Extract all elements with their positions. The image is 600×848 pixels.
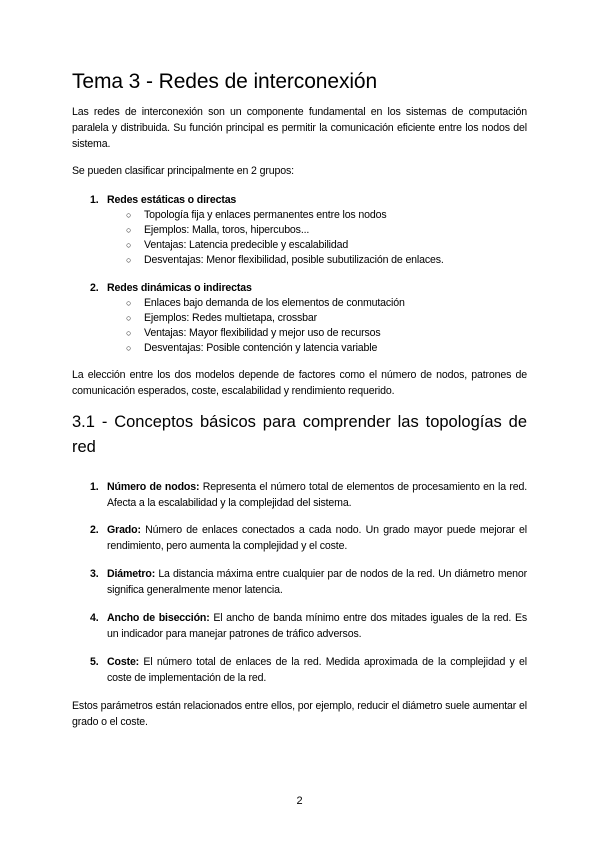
concept-item-5 — [90, 654, 527, 686]
hollow-circle-bullet-icon: ○ — [126, 313, 132, 323]
hollow-circle-bullet-icon: ○ — [126, 225, 132, 235]
group-2-item-1-text: Enlaces bajo demanda de los elementos de conmutación — [144, 297, 405, 309]
choice-paragraph: La elección entre los dos modelos depende de factores como el número de nodos, patrones de comunicación esperados, coste, escalabilidad y rendimiento requerido. — [72, 369, 527, 397]
hollow-circle-bullet-icon: ○ — [126, 328, 132, 338]
group-2-label: Redes dinámicas o indirectas — [107, 282, 252, 294]
concept-2-term: Grado: — [107, 524, 141, 536]
page-title: Tema 3 - Redes de interconexión — [72, 70, 378, 93]
group-2-number: 2. — [90, 282, 99, 294]
concept-item-3 — [90, 566, 527, 598]
concept-1-number: 1. — [90, 481, 99, 493]
document-page — [72, 0, 527, 848]
concept-item-4 — [90, 610, 527, 642]
group-2-item-3 — [126, 325, 381, 341]
page-number: 2 — [296, 795, 303, 807]
concept-3-term: Diámetro: — [107, 568, 156, 580]
group-2-item-2 — [126, 310, 317, 326]
concept-4-number: 4. — [90, 612, 99, 624]
hollow-circle-bullet-icon: ○ — [126, 210, 132, 220]
hollow-circle-bullet-icon: ○ — [126, 255, 132, 265]
concept-2-text: Número de enlaces conectados a cada nodo. Un grado mayor puede mejorar el rendimiento, pero aumenta la complejidad y el coste. — [107, 524, 528, 552]
group-1-item-4-text: Desventajas: Menor flexibilidad, posible subutilización de enlaces. — [144, 254, 444, 266]
group-2-item-1 — [126, 295, 405, 311]
group-1-number: 1. — [90, 194, 99, 206]
group-1-item-2-text: Ejemplos: Malla, toros, hipercubos... — [144, 224, 310, 236]
group-2-item-4-text: Desventajas: Posible contención y latencia variable — [144, 342, 378, 354]
concept-4-text: El ancho de banda mínimo entre dos mitades iguales de la red. Es un indicador para manejar patrones de tráfico adversos. — [107, 612, 528, 640]
concept-5-text: El número total de enlaces de la red. Medida aproximada de la complejidad y el coste de implementación de la red. — [107, 656, 527, 684]
group-2-item-4 — [126, 340, 377, 356]
intro-paragraph: Las redes de interconexión son un componente fundamental en los sistemas de computación paralela y distribuida. Su función principal es permitir la comunicación eficiente entre los nodos del sistema. — [72, 106, 527, 150]
concept-5-number: 5. — [90, 656, 99, 668]
concept-item-2 — [90, 522, 527, 554]
group-1-title — [90, 192, 236, 208]
concept-item-1 — [90, 479, 527, 511]
group-2-item-2-text: Ejemplos: Redes multietapa, crossbar — [144, 312, 318, 324]
group-2-item-3-text: Ventajas: Mayor flexibilidad y mejor uso de recursos — [144, 327, 381, 339]
concept-2-number: 2. — [90, 524, 99, 536]
concept-4-term: Ancho de bisección: — [107, 612, 210, 624]
group-1-item-2 — [126, 222, 309, 238]
concept-3-text: La distancia máxima entre cualquier par de nodos de la red. Un diámetro menor significa generalmente menor latencia. — [107, 568, 528, 596]
group-2-title — [90, 280, 252, 296]
group-1-item-1 — [126, 207, 387, 223]
group-1-item-1-text: Topología fija y enlaces permanentes entre los nodos — [144, 209, 387, 221]
concept-1-term: Número de nodos: — [107, 481, 200, 493]
concept-3-number: 3. — [90, 568, 99, 580]
group-1-label: Redes estáticas o directas — [107, 194, 237, 206]
group-1-item-4 — [126, 252, 444, 268]
hollow-circle-bullet-icon: ○ — [126, 343, 132, 353]
hollow-circle-bullet-icon: ○ — [126, 298, 132, 308]
concept-1-text: Representa el número total de elementos de procesamiento en la red. Afecta a la escalabilidad y la complejidad del sistema. — [107, 481, 527, 509]
section-title: 3.1 - Conceptos básicos para comprender las topologías de red — [72, 413, 527, 456]
hollow-circle-bullet-icon: ○ — [126, 240, 132, 250]
concept-5-term: Coste: — [107, 656, 140, 668]
closing-paragraph: Estos parámetros están relacionados entre ellos, por ejemplo, reducir el diámetro suele aumentar el grado o el coste. — [72, 700, 527, 728]
classify-paragraph: Se pueden clasificar principalmente en 2 grupos: — [72, 165, 294, 177]
group-1-item-3-text: Ventajas: Latencia predecible y escalabilidad — [144, 239, 349, 251]
group-1-item-3 — [126, 237, 348, 253]
